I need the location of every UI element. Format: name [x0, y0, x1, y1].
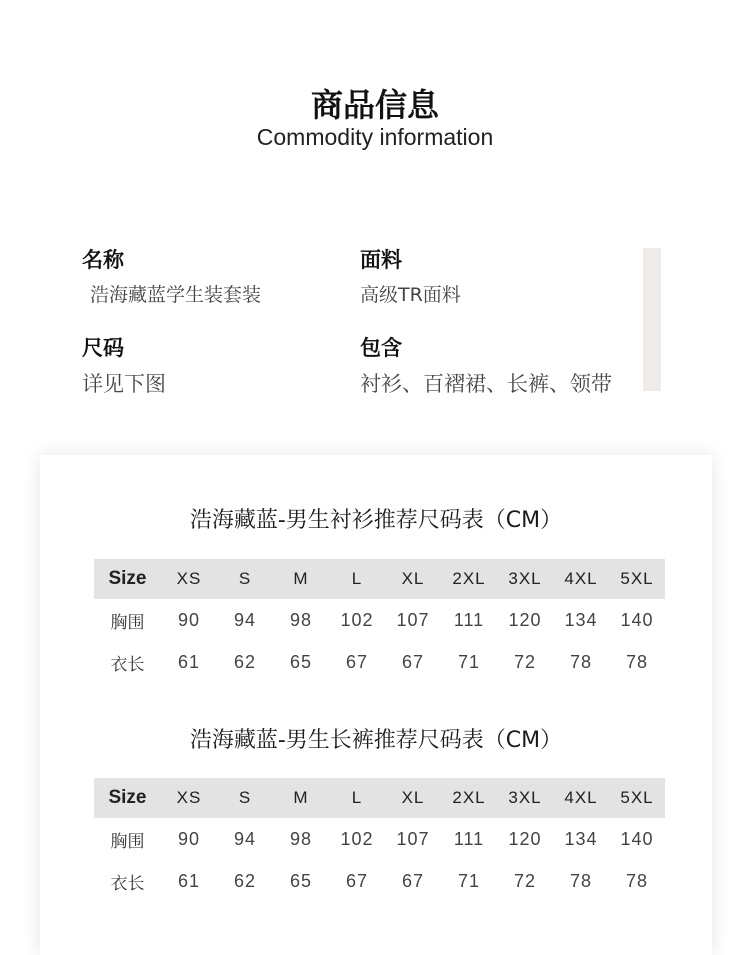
size-header-cell: 3XL	[508, 569, 542, 588]
measure-cell: 67	[401, 651, 425, 672]
measure-cell: 94	[233, 828, 257, 849]
measure-cell: 65	[289, 870, 313, 891]
table-row	[94, 860, 665, 902]
table-header-row	[94, 559, 665, 599]
info-name-value: 浩海藏蓝学生装套装	[90, 284, 262, 306]
decorative-side-bar	[643, 248, 661, 391]
size-header-cell: 4XL	[564, 788, 598, 807]
info-size-label: 尺码	[82, 336, 124, 360]
measure-cell: 78	[569, 870, 593, 891]
measure-label: 衣长	[110, 873, 145, 894]
measure-cell: 67	[345, 870, 369, 891]
measure-cell: 134	[564, 828, 598, 849]
measure-cell: 72	[513, 870, 537, 891]
size-header-cell: XS	[176, 788, 202, 807]
measure-cell: 134	[564, 609, 598, 630]
measure-cell: 120	[508, 609, 542, 630]
info-name	[82, 244, 261, 307]
table-row	[94, 818, 665, 860]
measure-cell: 98	[289, 609, 313, 630]
measure-cell: 111	[453, 609, 485, 630]
size-header-cell: S	[238, 788, 252, 807]
measure-cell: 94	[233, 609, 257, 630]
page-title: 商品信息	[310, 86, 439, 124]
measure-cell: 90	[177, 609, 201, 630]
info-name-label: 名称	[82, 248, 124, 272]
measure-label: 衣长	[110, 654, 145, 675]
measure-cell: 140	[620, 609, 654, 630]
measure-cell: 78	[569, 651, 593, 672]
shirt-size-table	[94, 559, 665, 683]
measure-cell: 61	[177, 651, 201, 672]
size-header-label: Size	[108, 568, 147, 589]
pants-size-table-title: 浩海藏蓝-男生长裤推荐尺码表（CM）	[189, 728, 563, 753]
measure-cell: 78	[625, 870, 649, 891]
info-size	[82, 332, 166, 398]
size-header-cell: L	[351, 788, 363, 807]
measure-cell: 120	[508, 828, 542, 849]
size-header-cell: 5XL	[620, 788, 654, 807]
measure-cell: 62	[233, 651, 257, 672]
info-includes-value: 衬衫、百褶裙、长裤、领带	[360, 372, 612, 396]
size-header-cell: M	[293, 569, 309, 588]
table-row	[94, 599, 665, 641]
info-size-value: 详见下图	[82, 372, 166, 396]
measure-cell: 71	[457, 651, 481, 672]
measure-label: 胸围	[110, 612, 145, 633]
size-header-cell: L	[351, 569, 363, 588]
measure-cell: 65	[289, 651, 313, 672]
measure-cell: 102	[340, 828, 374, 849]
info-includes	[360, 332, 612, 398]
measure-cell: 67	[345, 651, 369, 672]
shirt-size-table-title: 浩海藏蓝-男生衬衫推荐尺码表（CM）	[189, 508, 563, 533]
measure-cell: 61	[177, 870, 201, 891]
product-info-grid	[82, 244, 652, 404]
size-header-cell: 5XL	[620, 569, 654, 588]
size-header-cell: S	[238, 569, 252, 588]
table-row	[94, 641, 665, 683]
measure-label: 胸围	[110, 831, 145, 852]
size-chart-card	[40, 455, 712, 955]
size-header-cell: 3XL	[508, 788, 542, 807]
measure-cell: 107	[396, 828, 430, 849]
size-header-cell: XS	[176, 569, 202, 588]
measure-cell: 90	[177, 828, 201, 849]
info-includes-label: 包含	[360, 336, 402, 360]
info-fabric	[360, 244, 461, 307]
measure-cell: 71	[457, 870, 481, 891]
measure-cell: 102	[340, 609, 374, 630]
pants-size-table	[94, 778, 665, 902]
size-header-cell: M	[293, 788, 309, 807]
size-header-label: Size	[108, 787, 147, 808]
info-fabric-value: 高级TR面料	[360, 284, 461, 306]
table-header-row	[94, 778, 665, 818]
size-header-cell: XL	[401, 569, 425, 588]
page-subtitle: Commodity information	[256, 124, 494, 150]
measure-cell: 78	[625, 651, 649, 672]
measure-cell: 67	[401, 870, 425, 891]
size-header-cell: XL	[401, 788, 425, 807]
measure-cell: 111	[453, 828, 485, 849]
info-fabric-label: 面料	[360, 248, 402, 272]
size-header-cell: 4XL	[564, 569, 598, 588]
measure-cell: 72	[513, 651, 537, 672]
measure-cell: 62	[233, 870, 257, 891]
measure-cell: 107	[396, 609, 430, 630]
measure-cell: 98	[289, 828, 313, 849]
size-header-cell: 2XL	[452, 788, 486, 807]
measure-cell: 140	[620, 828, 654, 849]
size-header-cell: 2XL	[452, 569, 486, 588]
